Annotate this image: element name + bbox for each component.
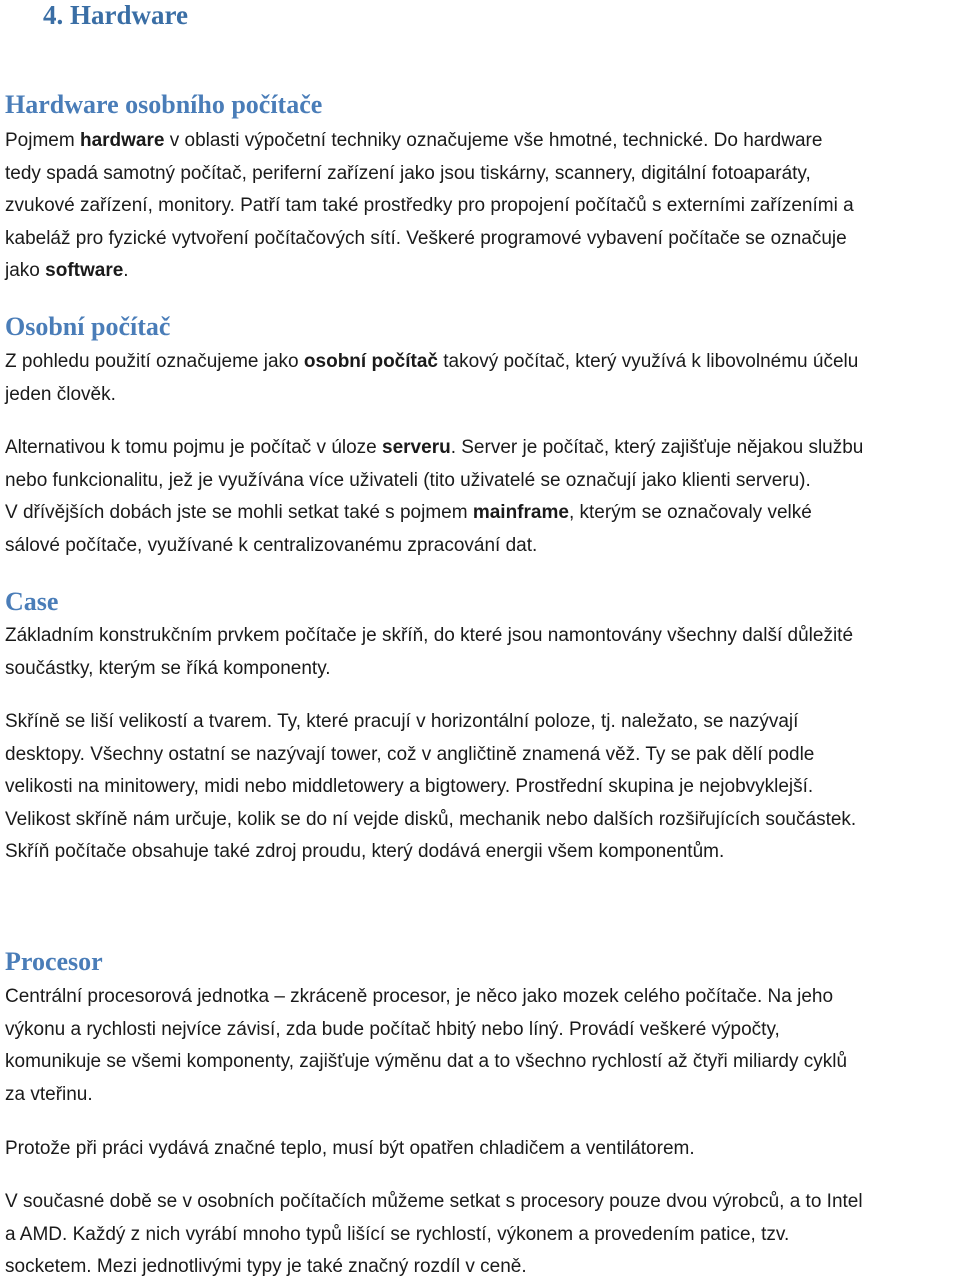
text-run: . bbox=[123, 260, 129, 282]
text-run: v oblasti výpočetní techniky označujeme vše hmotné, technické. Do hardware tedy spadá samotný počítač, periferní zařízení jako jsou tiskárny, scannery, digitální fotoaparáty, zvukové zařízení, monitory. Patří tam také prostředky pro propojení počítačů s externími zařízeními a kabeláž pro fyzické vytvoření počítačových sítí. Veškeré programové vybavení počítače se označuje jako bbox=[5, 130, 854, 282]
text-run: Základním konstrukčním prvkem počítače je skříň, do které jsou namontovány všechny další důležité součástky, kterým se říká komponenty. bbox=[5, 625, 854, 679]
text-run: Pojmem bbox=[5, 130, 80, 151]
bold-term: osobní počítač bbox=[303, 351, 438, 372]
bold-term: serveru bbox=[382, 437, 451, 458]
bold-term: software bbox=[45, 260, 124, 282]
text-run: , kterým se označovaly velké sálové počítače, využívané k centralizovanému zpracování dat. bbox=[5, 502, 812, 556]
text-run: Skříně se liší velikostí a tvarem. Ty, které pracují v horizontální poloze, tj. naležato, se nazývají desktopy. Všechny ostatní se nazývají tower, což v angličtině znamená věž. Ty se pak dělí podle velikosti na minitowery, midi nebo middletowery a bigtowery. Prostřední skupina je nejobvyklejší. Velikost skříně nám určuje, kolik se do ní vejde disků, mechanik nebo dalších rozšiřujících součástek. Skříň počítače obsahuje také zdroj proudu, který dodává energii všem komponentům. bbox=[5, 711, 857, 863]
paragraph-case-1 bbox=[5, 620, 957, 685]
heading-hardware: Hardware osobního počítače bbox=[5, 90, 323, 119]
text-run: V současné době se v osobních počítačích můžeme setkat s procesory pouze dvou výrobců, a to Intel a AMD. Každý z nich vyrábí mnoho typů lišící se rychlostí, výkonem a provedením patice, tzv. socketem. Mezi jednotlivými typy je také značný rozdíl v ceně. bbox=[5, 1191, 863, 1278]
bold-term: mainframe bbox=[472, 502, 569, 524]
paragraph-procesor-2 bbox=[5, 1133, 957, 1166]
bold-term: hardware bbox=[79, 130, 165, 151]
paragraph-hardware bbox=[5, 125, 957, 288]
paragraph-procesor-3 bbox=[5, 1186, 957, 1284]
text-run: Z pohledu použití označujeme jako bbox=[5, 351, 304, 372]
heading-procesor: Procesor bbox=[5, 947, 103, 976]
paragraph-osobni-pocitac-1 bbox=[5, 346, 957, 411]
text-run: Alternativou k tomu pojmu je počítač v úloze bbox=[5, 437, 383, 458]
text-run: . Server je počítač, který zajišťuje nějakou službu nebo funkcionalitu, jež je využívána více uživateli (tito uživatelé se označují jako klienti serveru). V dřívějších dobách jste se mohli setkat také s pojmem bbox=[5, 437, 864, 524]
paragraph-osobni-pocitac-2 bbox=[5, 432, 957, 562]
paragraph-procesor-1 bbox=[5, 981, 957, 1111]
paragraph-case-2 bbox=[5, 706, 957, 869]
text-run: Protože při práci vydává značné teplo, musí být opatřen chladičem a ventilátorem. bbox=[5, 1138, 695, 1159]
chapter-title: 4. Hardware bbox=[43, 0, 188, 30]
text-run: takový počítač, který využívá k libovolnému účelu jeden člověk. bbox=[5, 351, 859, 405]
text-run: Centrální procesorová jednotka – zkráceně procesor, je něco jako mozek celého počítače. Na jeho výkonu a rychlosti nejvíce závisí, zda bude počítač hbitý nebo líný. Provádí veškeré výpočty, komunikuje se všemi komponenty, zajišťuje výměnu dat a to všechno rychlostí až čtyři miliardy cyklů za vteřinu. bbox=[5, 986, 848, 1105]
heading-osobni-pocitac: Osobní počítač bbox=[5, 312, 171, 341]
heading-case: Case bbox=[5, 587, 59, 616]
